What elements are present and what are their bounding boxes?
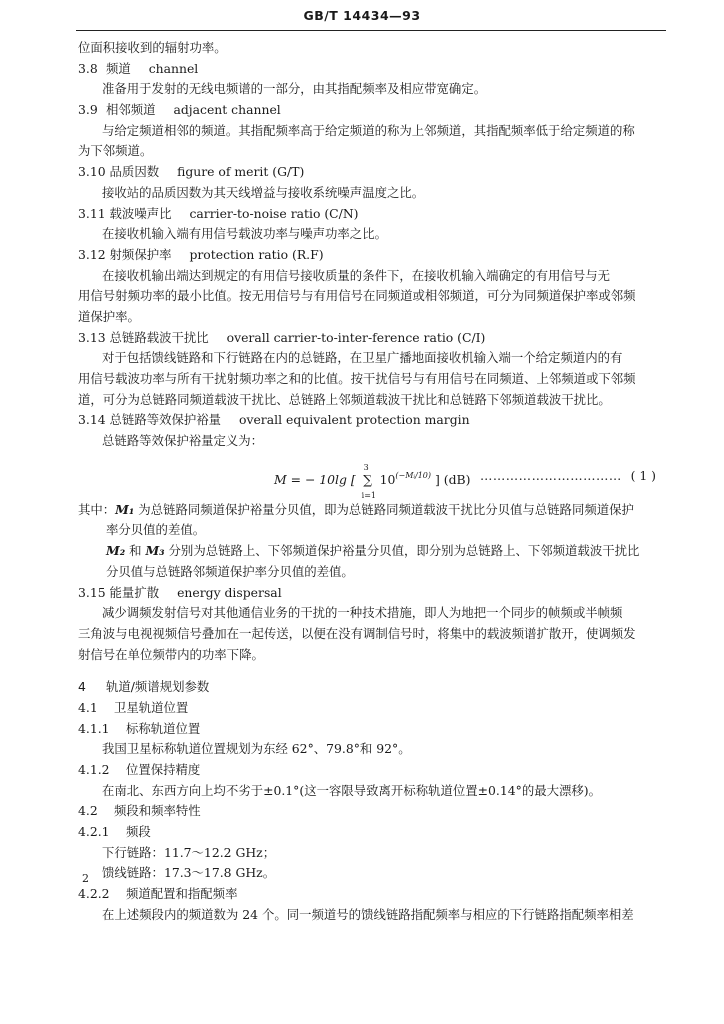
clause-heading	[78, 162, 664, 183]
text-line: 准备用于发射的无线电频谱的一部分，由其指配频率及相应带宽确定。	[102, 81, 487, 97]
where-label: 其中：	[78, 501, 116, 517]
clause-number: 3.13	[78, 329, 106, 345]
term-en: energy dispersal	[177, 584, 282, 600]
chapter-heading	[78, 677, 664, 698]
text-line: 用信号载波功率与所有干扰射频功率之和的比值。按干扰信号与有用信号在同频道、上邻频道或下邻频	[78, 371, 636, 386]
text-line	[78, 541, 664, 562]
term-zh: 载波噪声比	[109, 205, 172, 221]
clause-number: 3.9	[78, 102, 98, 118]
sum-operator	[360, 462, 377, 500]
text-line: 在南北、东西方向上均不劣于±0.1°(这一容限导致离开标称轨道位置±0.14°的最大漂移)。	[102, 782, 602, 798]
formula-1	[78, 454, 664, 498]
symbol-m3: M₃	[145, 543, 165, 559]
formula-rhs: ] (dB)	[434, 471, 471, 487]
text-line: 在上述频段内的频道数为 24 个。同一频道号的馈线链路指配频率与相应的下行链路指配频率相差	[102, 906, 634, 922]
text-line: 道保护率。	[78, 308, 140, 324]
clause-heading	[78, 822, 664, 843]
term-zh: 总链路等效保护裕量	[109, 412, 222, 428]
clause-title: 频道配置和指配频率	[125, 886, 238, 902]
clause-number: 3.11	[78, 205, 106, 221]
clause-heading	[78, 100, 664, 121]
term-en: overall equivalent protection margin	[239, 412, 470, 428]
clause-number: 3.14	[78, 412, 106, 428]
term-zh: 总链路载波干扰比	[109, 329, 209, 345]
formula-leader-dots: ……………………………	[480, 467, 622, 483]
page-header: GB/T 14434—93	[303, 8, 421, 23]
text-line: 总链路等效保护裕量定义为：	[102, 433, 264, 449]
text-line: 射信号在单位频带内的功率下降。	[78, 646, 264, 662]
text-line: 在接收机输出端达到规定的有用信号接收质量的条件下，在接收机输入端确定的有用信号与无	[102, 267, 611, 283]
text-line: 下行链路：11.7～12.2 GHz；	[102, 844, 276, 860]
term-zh: 能量扩散	[109, 584, 160, 600]
text-line: 率分贝值的差值。	[106, 522, 206, 538]
clause-heading	[78, 328, 664, 349]
clause-heading	[78, 698, 664, 719]
formula-exponent: (−Mᵢ/10)	[395, 470, 432, 480]
page-number: 2	[82, 872, 89, 885]
clause-number: 4.2.2	[78, 886, 110, 902]
sum-lower-limit: i=1	[361, 490, 377, 500]
sigma-symbol: ∑	[363, 471, 373, 487]
term-en: adjacent channel	[173, 102, 281, 118]
clause-heading	[78, 583, 664, 604]
term-zh: 相邻频道	[105, 102, 156, 118]
clause-heading	[78, 410, 664, 431]
formula-lhs: M = − 10lg [	[274, 471, 356, 487]
clause-heading	[78, 204, 664, 225]
sum-upper-limit: 3	[363, 462, 369, 472]
term-zh: 频道	[105, 60, 131, 76]
clause-heading	[78, 719, 664, 740]
term-zh: 品质因数	[109, 164, 160, 180]
chapter-number: 4	[78, 679, 86, 695]
clause-number: 4.1.1	[78, 720, 110, 736]
term-en: channel	[148, 60, 199, 76]
text-line: 位面积接收到的辐射功率。	[78, 40, 227, 55]
clause-heading	[78, 760, 664, 781]
text-line: 道，可分为总链路同频道载波干扰比、总链路上邻频道载波干扰比和总链路下邻频道载波干扰比。	[78, 391, 611, 407]
clause-title: 位置保持精度	[125, 762, 201, 777]
clause-heading	[78, 801, 664, 822]
clause-title: 频段和频率特性	[113, 803, 201, 819]
text-line: 三角波与电视视频信号叠加在一起传送，以便在没有调制信号时，将集中的载波频谱扩散开，使调频发	[78, 625, 636, 641]
clause-title: 频段	[125, 824, 151, 840]
clause-heading	[78, 245, 664, 266]
term-en: carrier-to-noise ratio (C/N)	[189, 205, 359, 221]
clause-number: 4.1.2	[78, 762, 110, 777]
clause-number: 3.12	[78, 246, 106, 262]
clause-number: 4.1	[78, 699, 98, 715]
clause-number: 4.2.1	[78, 824, 110, 840]
text-line: 分贝值与总链路邻频道保护率分贝值的差值。	[106, 563, 354, 579]
symbol-m1: M₁	[115, 501, 135, 517]
clause-number: 4.2	[78, 803, 98, 819]
clause-title: 标称轨道位置	[125, 720, 201, 736]
symbol-m2: M₂	[106, 543, 126, 559]
formula-expression	[274, 462, 471, 500]
header-rule	[76, 30, 666, 31]
text-line: 接收站的品质因数为其天线增益与接收系统噪声温度之比。	[102, 184, 425, 200]
clause-heading	[78, 884, 664, 905]
clause-heading	[78, 59, 664, 80]
text-line: 在接收机输入端有用信号载波功率与噪声功率之比。	[102, 226, 387, 242]
text-line: 为下邻频道。	[78, 143, 153, 159]
text-line: 我国卫星标称轨道位置规划为东经 62°、79.8°和 92°。	[102, 741, 411, 757]
term-en: figure of merit (G/T)	[177, 164, 305, 180]
term-zh: 射频保护率	[109, 246, 172, 262]
clause-number: 3.10	[78, 164, 106, 180]
text-span: 为总链路同频道保护裕量分贝值，即为总链路同频道载波干扰比分贝值与总链路同频道保护	[134, 501, 634, 517]
chapter-title: 轨道/频谱规划参数	[105, 679, 210, 695]
term-en: overall carrier-to-inter-ference ratio (C/I)	[226, 329, 486, 345]
text-line: 用信号射频功率的最小比值。按无用信号与有用信号在同频道或相邻频道，可分为同频道保护率或邻频	[78, 288, 636, 304]
formula-base: 10	[379, 471, 396, 487]
term-en: protection ratio (R.F)	[189, 246, 324, 262]
text-span: 分别为总链路上、下邻频道保护裕量分贝值，即分别为总链路上、下邻频道载波干扰比	[164, 543, 640, 559]
text-line: 与给定频道相邻的频道。其指配频率高于给定频道的称为上邻频道，其指配频率低于给定频道的称	[102, 122, 635, 138]
text-span: 和	[125, 543, 146, 559]
formula-number: ( 1 )	[630, 467, 656, 483]
text-line: 减少调频发射信号对其他通信业务的干扰的一种技术措施，即人为地把一个同步的帧频或半帧频	[102, 605, 623, 621]
clause-number: 3.8	[78, 60, 98, 76]
clause-number: 3.15	[78, 584, 106, 600]
text-line: 对于包括馈线链路和下行链路在内的总链路，在卫星广播地面接收机输入端一个给定频道内的有	[102, 350, 623, 366]
clause-title: 卫星轨道位置	[113, 699, 189, 715]
document-body	[78, 38, 664, 926]
text-line: 馈线链路：17.3～17.8 GHz。	[102, 865, 276, 881]
